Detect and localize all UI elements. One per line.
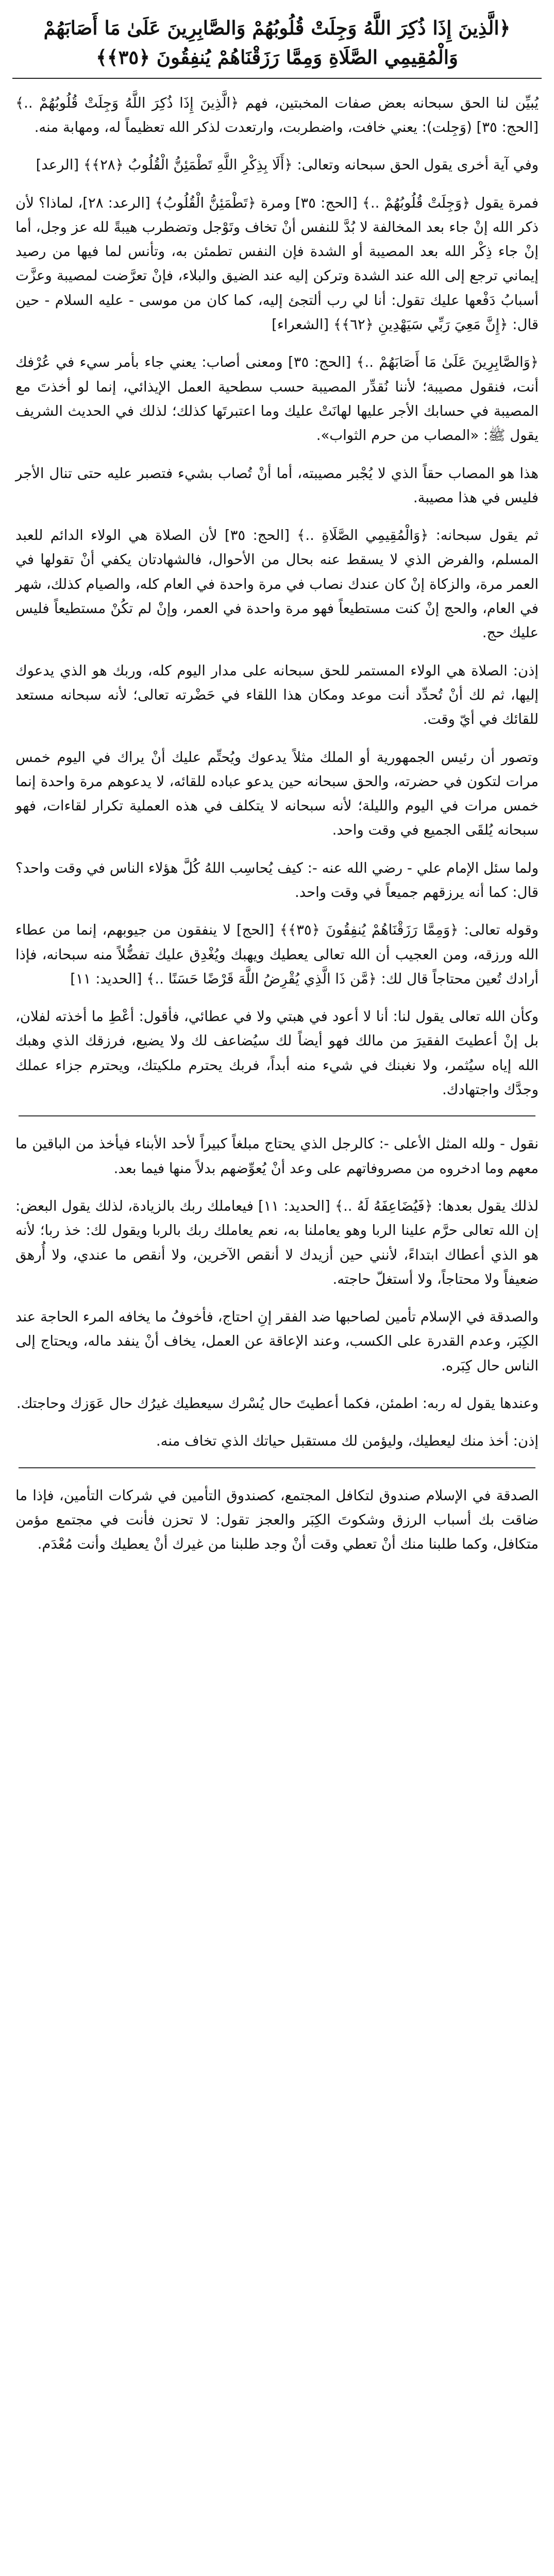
paragraph: والصدقة في الإسلام تأمين لصاحبها ضد الفقر إنِ احتاج، فأخوفُ ما يخافه المرء الحاجة عند الكِبَر، وعدم القدرة على الكسب، وعند الإعاقة عن العمل، يخاف أنْ ينفد ماله، ويحتاج إلى الناس حال كِبَره. [15,1309,539,1374]
paragraph: وقوله تعالى: ﴿وَمِمَّا رَزَقْنَاهُمْ يُنفِقُونَ ﴿٣٥﴾﴾ [الحج] لا ينفقون من جيوبهم، إنما من عطاء الله ورزقه، ومن العجيب أن الله تعالى يعطيك ويهبك ويُغْدِق عليك تفضُّلاً منه سبحانه، فإذا أرادك تُعين محتاجاً قال لك: ﴿مَّن ذَا الَّذِي يُقْرِضُ اللَّهَ قَرْضًا حَسَنًا ..﴾ [الحديد: ١١] [15,922,539,987]
paragraph: لذلك يقول بعدها: ﴿فَيُضَاعِفَهُ لَهُ ..﴾ [الحديد: ١١] فيعاملك ربك بالزيادة، لذلك يقول البعض: إن الله تعالى حرَّم علينا الربا وهو يعاملنا به، نعم يعاملك ربك بالربا ويقول لك: خذ ربا؛ لأنه هو الذي أعطاك ابتداءً، لأنني حين أزيدك لا أنقص الآخرين، ولا أنقص ما عندي، ولا أُرهق ضعيفاً ولا محتاجاً، ولا أستغلّ حاجته. [15,1197,539,1287]
paragraph: يُبيِّن لنا الحق سبحانه بعض صفات المخبتين، فهم ﴿الَّذِينَ إِذَا ذُكِرَ اللَّهُ وَجِلَتْ قُلُوبُهُمْ ..﴾ [الحج: ٣٥] (وَجِلت): يعني خافت، واضطربت، وارتعدت لذكر الله تعظيماً له، ومهابة منه. [15,94,539,135]
paragraph: وعندها يقول له ربه: اطمئن، فكما أعطيتَ حال يُسْرك سيعطيك غيرُك حال عَوَزك وحاجتك. [16,1395,539,1412]
paragraph: وفي آية أخرى يقول الحق سبحانه وتعالى: ﴿أَلَا بِذِكْرِ اللَّهِ تَطْمَئِنُّ الْقُلُوبُ ﴿٢٨﴾﴾ [الرعد] [36,157,539,174]
paragraph: هذا هو المصاب حقاً الذي لا يُجْبر مصيبته، أما أنْ تُصاب بشيء فتصبر عليه حتى تنال الأجر فليس في هذا مصيبة. [15,465,539,506]
book-page [12,5,542,2576]
paragraph: إذن: أخذ منك ليعطيك، وليؤمن لك مستقبل حياتك الذي تخاف منه. [156,1433,539,1450]
paragraph: وكأن الله تعالى يقول لنا: أنا لا أعود في هبتي ولا في عطائي، فأقول: أعْطِ ما أخذته لفلان، بل إنْ أعطيتَ الفقيرَ من مالك فهو أيضاً لك سيُضاعف لك ولا يضيع، فرزقك الذي وهبك الله إياه سيُثمر، ولا نغبنك في شيء منه أبداً، فربك يحترم ملكيتك، ويحترم جزاء عملك وجدَّك واجتهادك. [15,1008,539,1098]
paragraph: إذن: الصلاة هي الولاء المستمر للحق سبحانه على مدار اليوم كله، وربك هو الذي يدعوك إليها، ثم لك أنْ تُحدِّد أنت موعد ومكان هذا اللقاء في حَضْرته تعالى؛ لأنه سبحانه مستعد للقائك في أيّ وقت. [15,662,539,728]
paragraph: وتصور أن رئيس الجمهورية أو الملك مثلاً يدعوك ويُحتِّم عليك أنْ يراك في اليوم خمس مرات لتكون في حضرته، والحق سبحانه حين يدعو عباده للقائه، لا يدعوهم مرة واحدة إنما خمس مرات في اليوم والليلة؛ لأنه سبحانه لا يتكلف في هذه العملية تكرار لقاءات، فهو سبحانه يُلقَى الجميع في وقت واحد. [15,749,539,839]
paragraph: ثم يقول سبحانه: ﴿وَالْمُقِيمِي الصَّلَاةِ ..﴾ [الحج: ٣٥] لأن الصلاة هي الولاء الدائم للعبد المسلم، والفرض الذي لا يسقط عنه بحال من الأحوال، فالشهادتان يكفي أنْ تقولها في العمر مرة، والزكاة إنْ كان عندك نصاب في مرة واحدة في العام كله، والصيام كذلك، شهر في العام، والحج إنْ كنت مستطيعاً فهو مرة واحدة في العمر، وإنْ لم تكُنْ مستطيعاً فليس عليك حج. [15,527,539,641]
section-divider [19,1115,535,1116]
paragraph: ﴿وَالصَّابِرِينَ عَلَىٰ مَا أَصَابَهُمْ ..﴾ [الحج: ٣٥] ومعنى أصاب: يعني جاء بأمر سيء في عُرْفك أنت، فنقول مصيبة؛ لأننا نُقدِّر المصيبة حسب سطحية العمل الإيذائي، إنما لو أخذتَ مع المصيبة في حسابك الأجر عليها لهانَتْ عليك وما اعتبرتَها كذلك؛ لذلك في الحديث الشريف يقول ﷺ: «المصاب من حرم الثواب». [15,354,539,444]
paragraph: ولما سئل الإمام علي - رضي الله عنه -: كيف يُحاسِب اللهُ كُلَّ هؤلاء الناس في وقت واحد؟ قال: كما أنه يرزقهم جميعاً في وقت واحد. [15,859,539,901]
header-verse: ﴿الَّذِينَ إِذَا ذُكِرَ اللَّهُ وَجِلَتْ قُلُوبُهُمْ وَالصَّابِرِينَ عَلَىٰ مَا أَصَابَهُمْ وَالْمُقِيمِي الصَّلَاةِ وَمِمَّا رَزَقْنَاهُمْ يُنفِقُونَ ﴿٣٥﴾﴾ [12,8,542,79]
paragraph: فمرة يقول ﴿وَجِلَتْ قُلُوبُهُمْ ..﴾ [الحج: ٣٥] ومرة ﴿تَطْمَئِنُّ الْقُلُوبُ﴾ [الرعد: ٢٨]، لماذا؟ لأن ذكر الله إنْ جاء بعد المخالفة لا بُدَّ للنفس أنْ تخاف وتَوْجل وتضطرب هيبةً لله عز وجل، أما إنْ جاء ذِكْر الله بعد المصيبة أو الشدة فإن النفس تطمئن به، وتأنس لما فيها من رصيد إيماني ترجع إلى الله عند الشدة وتركن إليه عند الضيق والبلاء، فإنْ تعرَّضت لمصيبة وعزَّت أسبابُ دَفْعها عليك تقول: أنا لي رب ألتجئ إليه، كما كان من موسى - عليه السلام - حين قال: ﴿إِنَّ مَعِيَ رَبِّي سَيَهْدِينِ ﴿٦٢﴾﴾ [الشعراء] [15,194,539,333]
section-divider [19,1467,535,1468]
paragraph: نقول - ولله المثل الأعلى -: كالرجل الذي يحتاج مبلغاً كبيراً لأحد الأبناء فيأخذ من الباقين ما معهم وما ادخروه من مصروفاتهم على وعد أنْ يُعوِّضهم بدلاً منها فيما بعد. [15,1136,539,1177]
paragraph: الصدقة في الإسلام صندوق لتكافل المجتمع، كصندوق التأمين في شركات التأمين، فإذا ما ضاقت بك أسباب الرزق وشكوتَ الكِبَر والعجز تقول: لا تحزن فأنت في مجتمع مؤمن متكافل، وكما طلبنا منك أنْ تعطي وقت أنْ وجد طلبنا من غيرك أنْ يعطيك وأنت مُعْدَم. [15,1487,539,1553]
